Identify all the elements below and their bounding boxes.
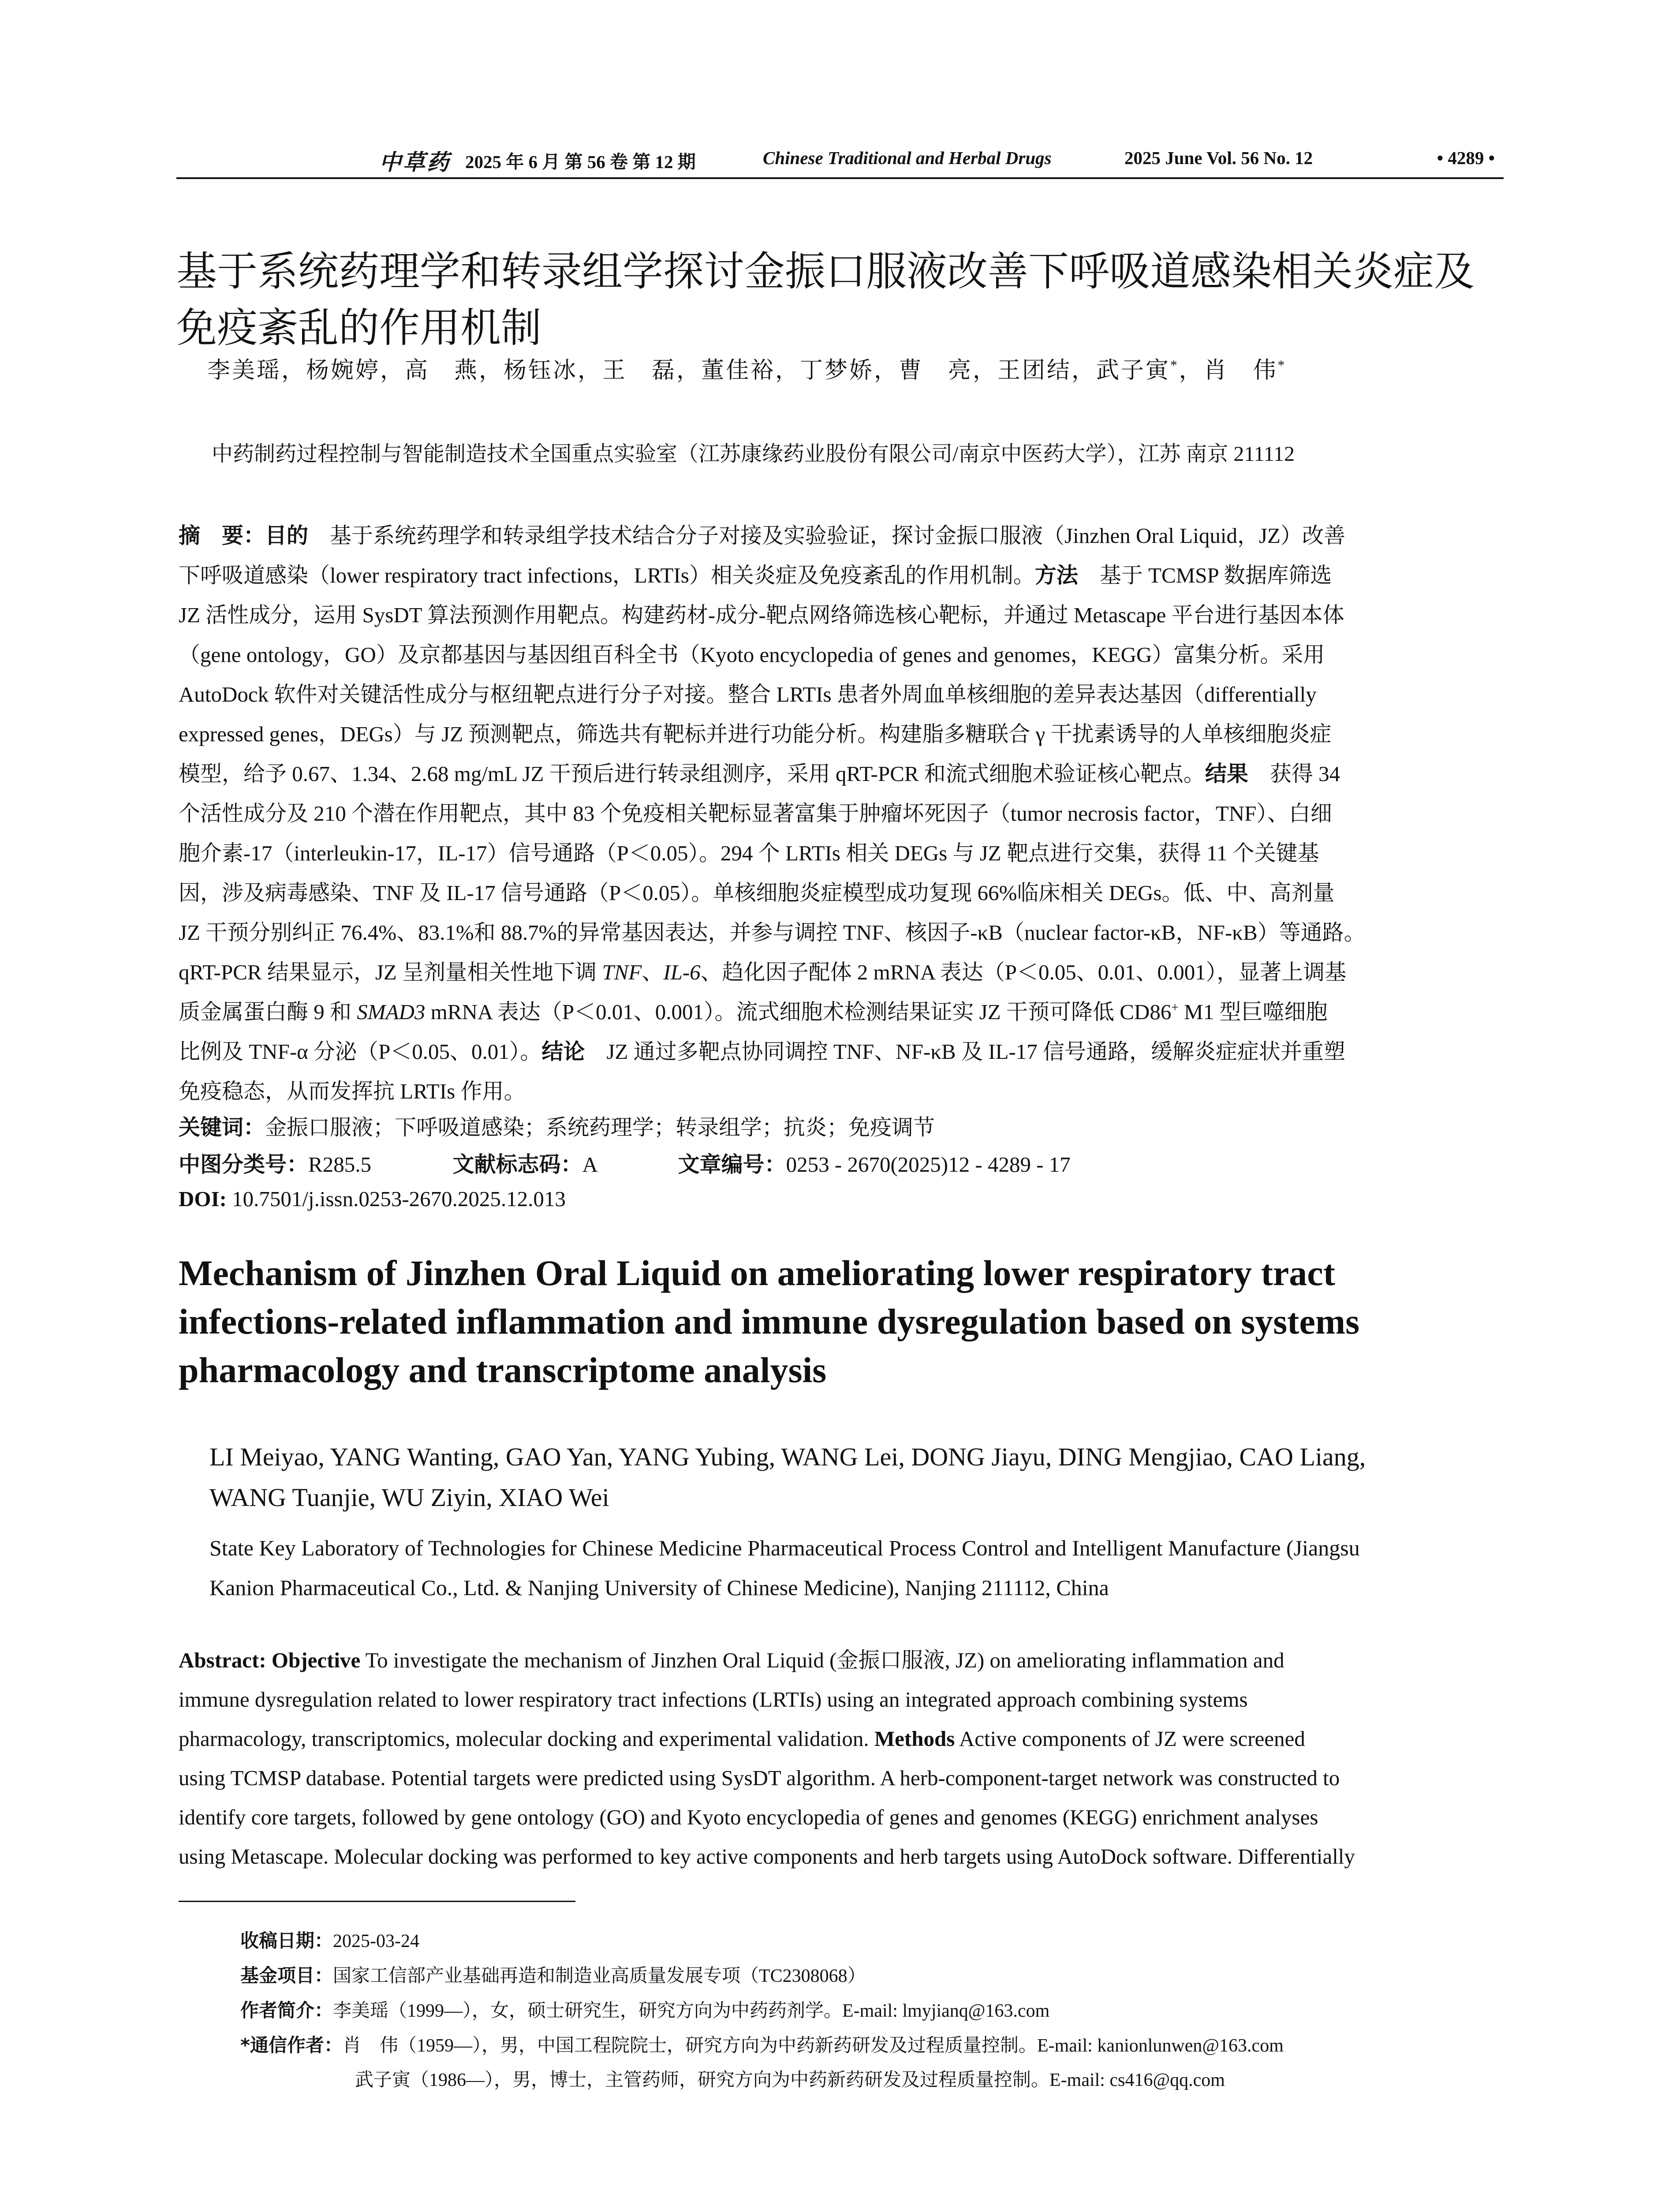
abstract-text: 模型，给予 0.67、1.34、2.68 mg/mL JZ 干预后进行转录组测序，采用 qRT-PCR 和流式细胞术验证核心靶点。 (179, 762, 1205, 786)
abstract-text: JZ 干预分别纠正 76.4%、83.1%和 88.7%的异常基因表达，并参与调控 TNF、核因子-κB（nuclear factor-κB，NF-κB）等通路。 (179, 920, 1366, 945)
abstract-label-en: Abstract: (179, 1648, 266, 1672)
authors-en (209, 1437, 1366, 1518)
keywords (179, 1110, 935, 1141)
corresponding-label: *通信作者： (240, 2034, 343, 2056)
abstract-en-text: To investigate the mechanism of Jinzhen Oral Liquid (金振口服液, JZ) on ameliorating inflammation and (360, 1648, 1284, 1672)
abstract-en-text: Active components of JZ were screened (955, 1727, 1305, 1751)
abstract-text: 获得 34 (1248, 762, 1340, 786)
objective-label-en: Objective (266, 1648, 361, 1672)
doi-label: DOI: (179, 1187, 227, 1211)
authors-zh (207, 351, 1286, 385)
abstract-text: AutoDock 软件对关键活性成分与枢纽靶点进行分子对接。整合 LRTIs 患者外周血单核细胞的差异表达基因（differentially (179, 682, 1317, 706)
abstract-text: 下呼吸道感染（lower respiratory tract infections，LRTIs）相关炎症及免疫紊乱的作用机制。 (179, 563, 1035, 587)
abstract-en-text: using Metascape. Molecular docking was performed to key active components and herb targets using AutoDock software. Differentially (179, 1844, 1355, 1869)
title-zh-line: 基于系统药理学和转录组学探讨金振口服液改善下呼吸道感染相关炎症及 (176, 248, 1475, 295)
clc-label: 中图分类号： (179, 1152, 309, 1177)
bio-value: 李美瑶（1999—），女，硕士研究生，研究方向为中药药剂学。E-mail: lmyjianq@163.com (333, 2001, 1050, 2021)
abstract-text: 基于 TCMSP 数据库筛选 (1078, 563, 1332, 587)
classification-info (179, 1147, 1071, 1178)
header-rule (176, 177, 1504, 179)
article-number-value: 0253 - 2670(2025)12 - 4289 - 17 (786, 1152, 1071, 1177)
conclusion-label-zh: 结论 (541, 1039, 585, 1064)
page-number: • 4289 • (1437, 148, 1495, 168)
issue-info-en: 2025 June Vol. 56 No. 12 (1124, 148, 1313, 168)
corresponding-author: 武子寅（1986—），男，博士，主管药师，研究方向为中药新药研发及过程质量控制。E-mail: cs416@qq.com (355, 2070, 1225, 2090)
doi (179, 1186, 566, 1211)
footnotes (240, 1924, 1284, 2097)
abstract-en-text: immune dysregulation related to lower respiratory tract infections (LRTIs) using an integrated approach combining systems (179, 1687, 1248, 1712)
abstract-text: 基于系统药理学和转录组学技术结合分子对接及实验验证，探讨金振口服液（Jinzhen Oral Liquid，JZ）改善 (330, 523, 1345, 548)
received-label: 收稿日期： (240, 1930, 333, 1951)
abstract-en-text: identify core targets, followed by gene ontology (GO) and Kyoto encyclopedia of genes and genomes (KEGG) enrichment analyses (179, 1805, 1318, 1829)
affiliation-en-line: State Key Laboratory of Technologies for Chinese Medicine Pharmaceutical Process Control and Intelligent Manufacture (Jiangsu (209, 1536, 1360, 1560)
affiliation-en-line: Kanion Pharmaceutical Co., Ltd. & Nanjing University of Chinese Medicine), Nanjing 211112, China (209, 1575, 1109, 1600)
abstract-text: （gene ontology，GO）及京都基因与基因组百科全书（Kyoto encyclopedia of genes and genomes，KEGG）富集分析。采用 (179, 643, 1325, 667)
fund-label: 基金项目： (240, 1965, 333, 1986)
gene-name: SMAD3 (357, 1000, 426, 1024)
title-en-line: pharmacology and transcriptome analysis (179, 1350, 827, 1390)
abstract-text: qRT-PCR 结果显示，JZ 呈剂量相关性地下调 (179, 960, 602, 984)
article-title-zh (176, 243, 1508, 356)
abstract-text: 因，涉及病毒感染、TNF 及 IL-17 信号通路（P＜0.05）。单核细胞炎症模型成功复现 66%临床相关 DEGs。低、中、高剂量 (179, 881, 1335, 905)
gene-name: IL-6 (663, 960, 701, 984)
abstract-en (179, 1641, 1506, 1876)
abstract-text: expressed genes，DEGs）与 JZ 预测靶点，筛选共有靶标并进行功能分析。构建脂多糖联合 γ 干扰素诱导的人单核细胞炎症 (179, 722, 1332, 746)
received-date: 2025-03-24 (333, 1931, 419, 1951)
abstract-en-text: using TCMSP database. Potential targets were predicted using SysDT algorithm. A herb-component-target network was constructed to (179, 1766, 1340, 1790)
author-last-zh: ，肖 伟 (1179, 358, 1278, 383)
doc-code-value: A (582, 1152, 597, 1177)
running-header (176, 145, 1504, 180)
affiliation-zh: 中药制药过程控制与智能制造技术全国重点实验室（江苏康缘药业股份有限公司/南京中医药大学），江苏 南京 211112 (212, 442, 1295, 466)
separator: 、 (642, 960, 664, 984)
footnote-rule (179, 1901, 575, 1902)
abstract-en-text: pharmacology, transcriptomics, molecular docking and experimental validation. (179, 1727, 874, 1751)
abstract-text: JZ 活性成分，运用 SysDT 算法预测作用靶点。构建药材-成分-靶点网络筛选核心靶标，并通过 Metascape 平台进行基因本体 (179, 603, 1344, 627)
title-en-line: Mechanism of Jinzhen Oral Liquid on ameliorating lower respiratory tract (179, 1253, 1335, 1293)
corresponding-mark: * (1170, 357, 1179, 373)
abstract-text: 免疫稳态，从而发挥抗 LRTIs 作用。 (179, 1079, 526, 1103)
abstract-label-zh: 摘 要： (179, 523, 265, 548)
clc-value: R285.5 (308, 1152, 371, 1177)
keywords-label: 关键词： (179, 1115, 265, 1140)
doc-code-label: 文献标志码： (452, 1152, 582, 1177)
abstract-text: JZ 通过多靶点协同调控 TNF、NF-κB 及 IL-17 信号通路，缓解炎症症状并重塑 (585, 1039, 1346, 1064)
abstract-text: mRNA 表达（P＜0.01、0.001）。流式细胞术检测结果证实 JZ 干预可降低 CD86 (425, 1000, 1172, 1024)
bio-label: 作者简介： (240, 1999, 333, 2021)
abstract-text: 个活性成分及 210 个潜在作用靶点，其中 83 个免疫相关靶标显著富集于肿瘤坏死因子（tumor necrosis factor，TNF）、白细 (179, 801, 1332, 826)
authors-en-line: LI Meiyao, YANG Wanting, GAO Yan, YANG Yubing, WANG Lei, DONG Jiayu, DING Mengjiao, CAO Liang, (209, 1443, 1366, 1471)
methods-label-zh: 方法 (1034, 563, 1078, 588)
abstract-text: 质金属蛋白酶 9 和 (179, 1000, 357, 1024)
article-number-label: 文章编号： (678, 1152, 786, 1177)
keywords-value: 金振口服液；下呼吸道感染；系统药理学；转录组学；抗炎；免疫调节 (265, 1115, 935, 1140)
corresponding-author: 肖 伟（1959—），男，中国工程院院士，研究方向为中药新药研发及过程质量控制。E-mail: kanionlunwen@163.com (342, 2036, 1284, 2056)
superscript-plus: + (1171, 1000, 1179, 1015)
abstract-text: 胞介素-17（interleukin-17，IL-17）信号通路（P＜0.05）。294 个 LRTIs 相关 DEGs 与 JZ 靶点进行交集，获得 11 个关键基 (179, 841, 1319, 865)
title-zh-line: 免疫紊乱的作用机制 (176, 304, 542, 351)
abstract-text: 比例及 TNF-α 分泌（P＜0.05、0.01）。 (179, 1039, 542, 1064)
objective-label-zh: 目的 (265, 523, 309, 548)
article-title-en (179, 1249, 1506, 1394)
corresponding-mark: * (1277, 357, 1287, 373)
issue-info-zh: 2025 年 6 月 第 56 卷 第 12 期 (465, 152, 696, 172)
affiliation-en (209, 1528, 1360, 1607)
journal-name-zh: 中草药 (379, 149, 451, 175)
abstract-text: M1 型巨噬细胞 (1178, 1000, 1328, 1024)
methods-label-en: Methods (874, 1727, 955, 1751)
gene-name: TNF (602, 960, 642, 984)
journal-name-en: Chinese Traditional and Herbal Drugs (763, 148, 1052, 168)
author-names-zh: 李美瑶，杨婉婷，高 燕，杨钰冰，王 磊，董佳裕，丁梦娇，曹 亮，王团结，武子寅 (207, 358, 1171, 383)
doi-link[interactable]: 10.7501/j.issn.0253-2670.2025.12.013 (226, 1187, 566, 1211)
authors-en-line: WANG Tuanjie, WU Ziyin, XIAO Wei (209, 1483, 609, 1512)
title-en-line: infections-related inflammation and immune dysregulation based on systems (179, 1301, 1360, 1342)
fund-value: 国家工信部产业基础再造和制造业高质量发展专项（TC2308068） (333, 1966, 866, 1986)
abstract-zh (179, 516, 1506, 1111)
results-label-zh: 结果 (1205, 761, 1248, 786)
abstract-text: 、趋化因子配体 2 mRNA 表达（P＜0.05、0.01、0.001），显著上调基 (700, 960, 1347, 984)
